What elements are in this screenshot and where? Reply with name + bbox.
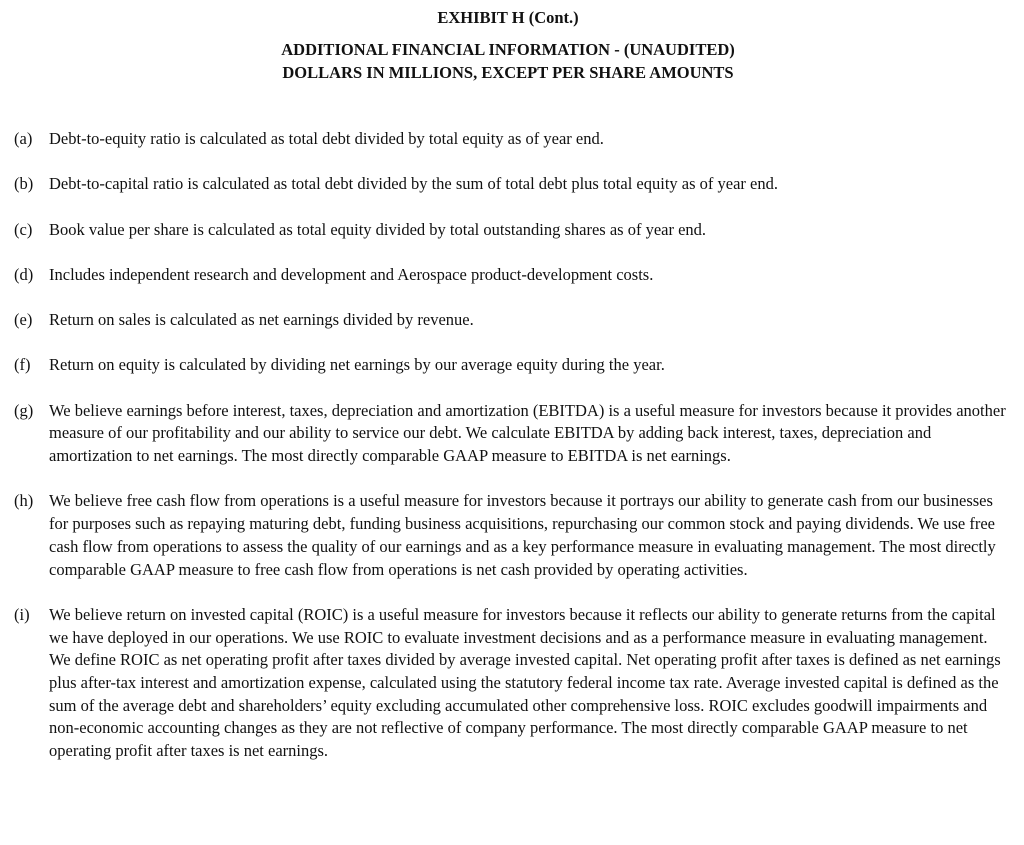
footnote-a — [14, 128, 1009, 151]
footnote-marker: (b) — [14, 174, 34, 194]
footnote-text: Debt-to-capital ratio is calculated as total debt divided by the sum of total debt plus total equity as of year end. — [49, 174, 778, 194]
footnote-i — [14, 604, 1009, 763]
footnote-marker: (e) — [14, 310, 33, 330]
footnote-text: Book value per share is calculated as total equity divided by total outstanding shares as of year end. — [49, 219, 707, 239]
subtitle-line-1: ADDITIONAL FINANCIAL INFORMATION - (UNAUDITED) — [281, 40, 735, 59]
footnote-text: Return on sales is calculated as net earnings divided by revenue. — [49, 310, 474, 330]
footnote-text: We believe free cash flow from operations is a useful measure for investors because it portrays our ability to generate cash from our businesses for purposes such as repaying maturing debt, funding business acquisitions, repurchasing our common stock and paying dividends. We use free cash flow from operations to assess the quality of our earnings and as a key performance measure in evaluating management. The most directly comparable GAAP measure to free cash flow from operations is net cash provided by operating activities. — [49, 491, 996, 579]
footnotes-list — [14, 128, 1009, 785]
footnote-d — [14, 264, 1009, 287]
footnote-text: Return on equity is calculated by dividing net earnings by our average equity during the year. — [49, 355, 665, 375]
footnote-f — [14, 354, 1009, 377]
document-subtitle — [0, 38, 1016, 84]
footnote-marker: (c) — [14, 219, 33, 239]
footnote-h — [14, 490, 1009, 581]
footnote-marker: (a) — [14, 129, 33, 148]
exhibit-title: EXHIBIT H (Cont.) — [437, 8, 579, 27]
footnote-g — [14, 400, 1009, 468]
footnote-text: We believe earnings before interest, taxes, depreciation and amortization (EBITDA) is a useful measure for investors because it provides another measure of our profitability and our ability to service our debt. We calculate EBITDA by adding back interest, taxes, depreciation and amortization to net earnings. The most directly comparable GAAP measure to EBITDA is net earnings. — [49, 400, 1006, 466]
footnote-marker: (i) — [14, 604, 30, 624]
footnote-text: We believe return on invested capital (ROIC) is a useful measure for investors because it reflects our ability to generate returns from the capital we have deployed in our operations. We use ROIC to evaluate investment decisions and as a performance measure in evaluating management. We define ROIC as net operating profit after taxes divided by average invested capital. Net operating profit after taxes is defined as net earnings plus after-tax interest and amortization expense, calculated using the statutory federal income tax rate. Average invested capital is defined as the sum of the average debt and shareholders’ equity excluding accumulated other comprehensive loss. ROIC excludes goodwill impairments and non-economic accounting changes as they are not reflective of company performance. The most directly comparable GAAP measure to net operating profit after taxes is net earnings. — [49, 604, 1001, 761]
footnote-marker: (g) — [14, 400, 34, 420]
footnote-marker: (f) — [14, 355, 31, 375]
footnote-marker: (d) — [14, 264, 34, 284]
footnote-marker: (h) — [14, 491, 34, 511]
footnote-c — [14, 219, 1009, 242]
subtitle-line-2: DOLLARS IN MILLIONS, EXCEPT PER SHARE AMOUNTS — [282, 63, 734, 82]
footnote-e — [14, 309, 1009, 332]
footnote-text: Debt-to-equity ratio is calculated as total debt divided by total equity as of year end. — [49, 129, 604, 148]
footnote-text: Includes independent research and development and Aerospace product-development costs. — [49, 264, 654, 284]
footnote-b — [14, 173, 1009, 196]
